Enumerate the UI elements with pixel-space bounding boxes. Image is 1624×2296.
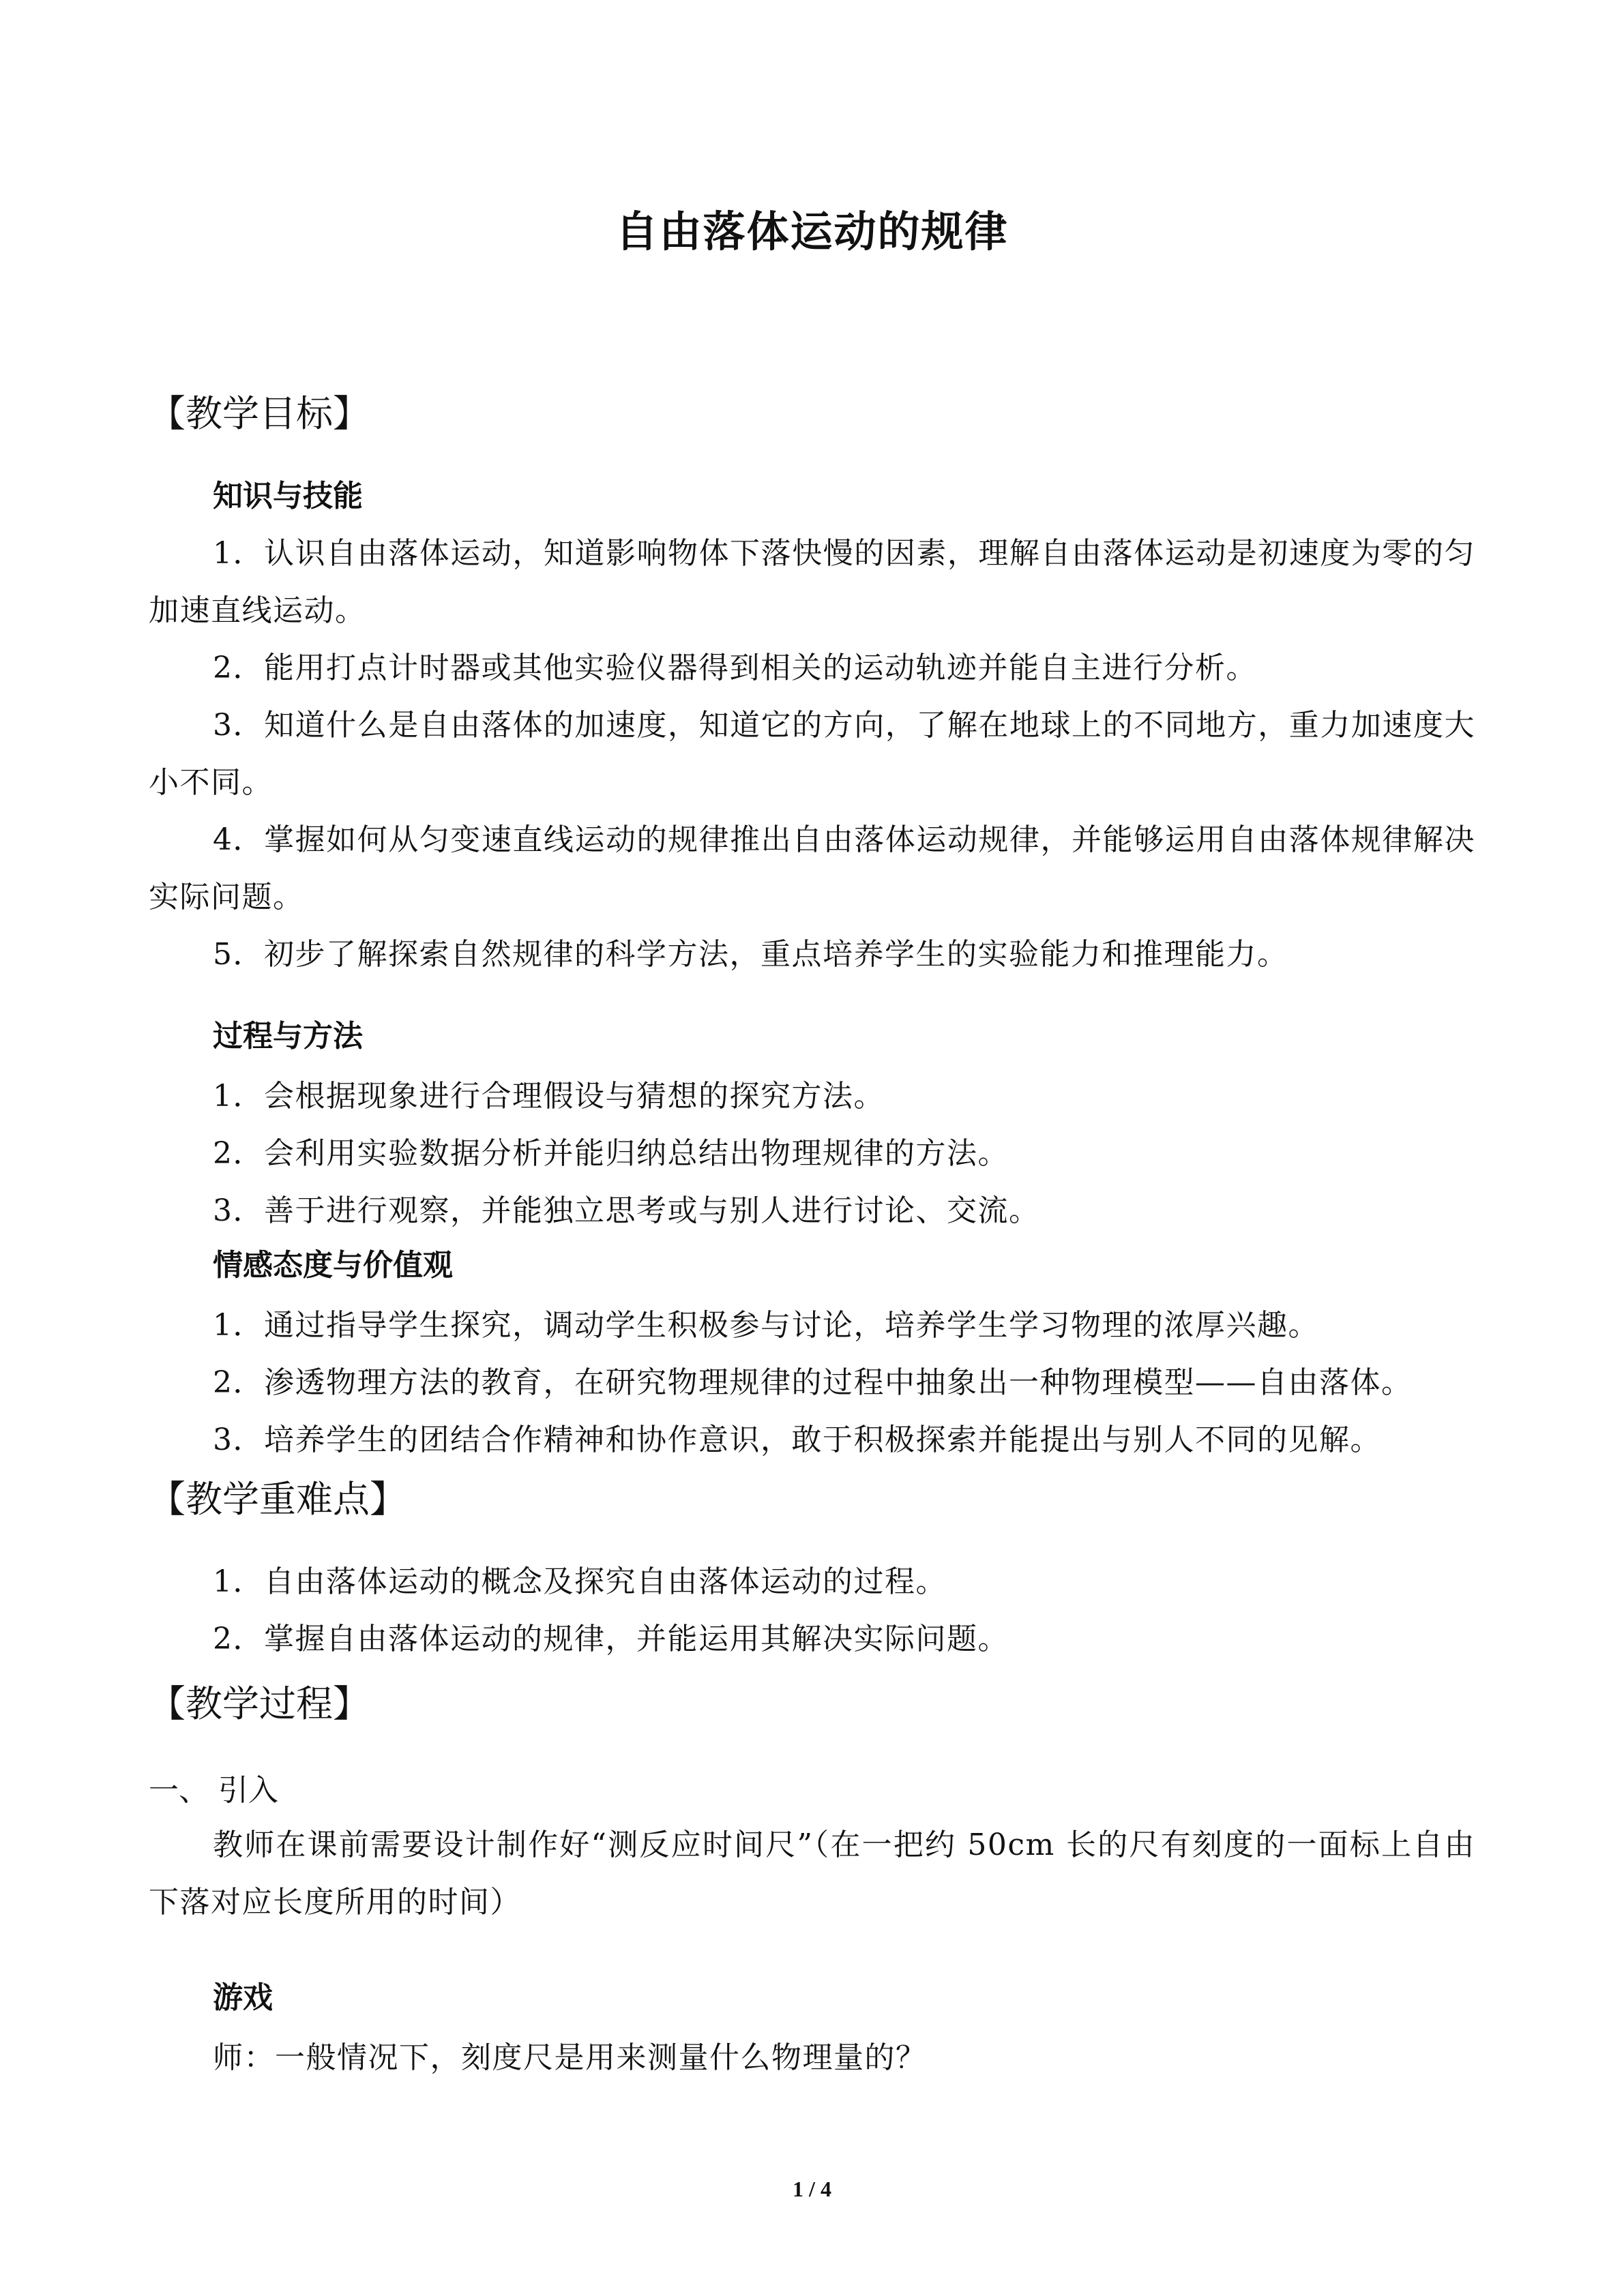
sub-heading-process: 过程与方法 [213, 1019, 363, 1054]
sub-heading-attitude: 情感态度与价值观 [213, 1248, 453, 1283]
attitude-item-2: 2．渗透物理方法的教育，在研究物理规律的过程中抽象出一种物理模型——自由落体。 [213, 1365, 1413, 1400]
knowledge-item-5: 5．初步了解探索自然规律的科学方法，重点培养学生的实验能力和推理能力。 [213, 937, 1288, 972]
process-item-3: 3．善于进行观察，并能独立思考或与别人进行讨论、交流。 [213, 1193, 1040, 1228]
dialogue-line: 师：一般情况下，刻度尺是用来测量什么物理量的？ [213, 2040, 927, 2075]
section-heading-objectives: 【教学目标】 [149, 392, 370, 435]
knowledge-item-1: 1．认识自由落体运动，知道影响物体下落快慢的因素，理解自由落体运动是初速度为零的匀加速直线运动。 [149, 536, 1475, 628]
section-heading-key-points: 【教学重难点】 [149, 1478, 407, 1521]
intro-text: 教师在课前需要设计制作好“测反应时间尺”（在一把约 50cm 长的尺有刻度的一面标上自由下落对应长度所用的时间） [149, 1828, 1475, 1920]
attitude-item-1: 1．通过指导学生探究，调动学生积极参与讨论，培养学生学习物理的浓厚兴趣。 [213, 1308, 1319, 1343]
key-point-1: 1．自由落体运动的概念及探究自由落体运动的过程。 [213, 1564, 947, 1599]
process-item-2: 2．会利用实验数据分析并能归纳总结出物理规律的方法。 [213, 1136, 1009, 1171]
process-item-1: 1．会根据现象进行合理假设与猜想的探究方法。 [213, 1079, 885, 1114]
page-indicator: 1 / 4 [793, 2177, 831, 2201]
intro-heading: 一、 引入 [149, 1773, 278, 1808]
knowledge-item-2: 2．能用打点计时器或其他实验仪器得到相关的运动轨迹并能自主进行分析。 [213, 651, 1257, 685]
sub-heading-game: 游戏 [213, 1980, 273, 2015]
page-title: 自由落体运动的规律 [615, 207, 1009, 256]
attitude-item-3: 3．培养学生的团结合作精神和协作意识，敢于积极探索并能提出与别人不同的见解。 [213, 1422, 1381, 1457]
sub-heading-knowledge: 知识与技能 [213, 479, 363, 513]
knowledge-item-4: 4．掌握如何从匀变速直线运动的规律推出自由落体运动规律，并能够运用自由落体规律解决实际问题。 [149, 822, 1475, 914]
section-heading-teaching-process: 【教学过程】 [149, 1682, 370, 1725]
knowledge-item-3: 3．知道什么是自由落体的加速度，知道它的方向，了解在地球上的不同地方，重力加速度大小不同。 [149, 708, 1475, 800]
key-point-2: 2．掌握自由落体运动的规律，并能运用其解决实际问题。 [213, 1622, 1009, 1656]
